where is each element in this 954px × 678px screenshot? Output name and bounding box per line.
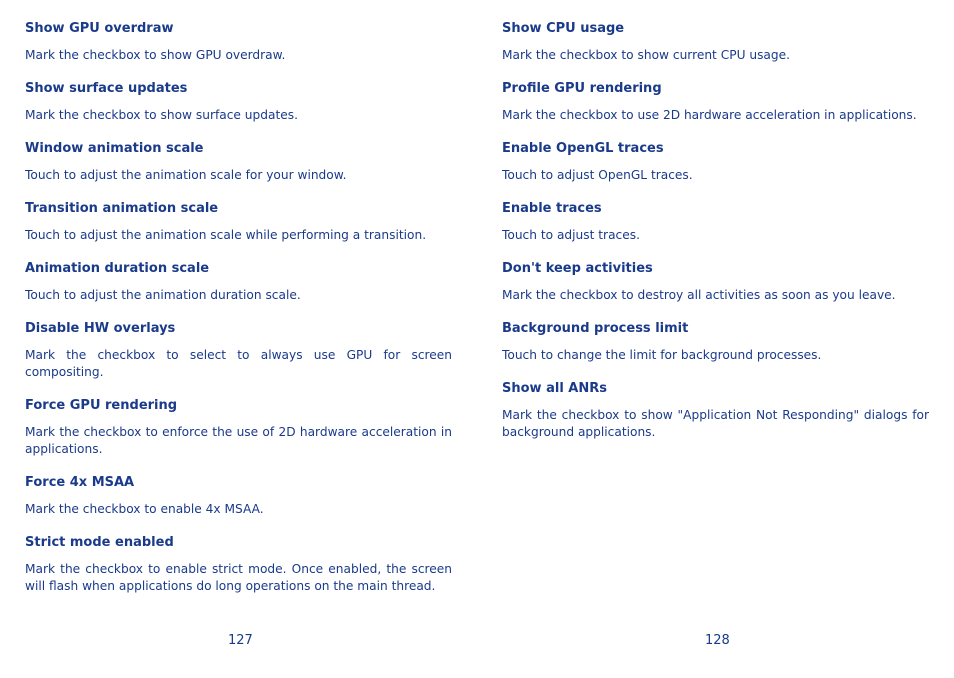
- setting-description: Mark the checkbox to use 2D hardware acceleration in applications.: [502, 108, 917, 122]
- setting-title: Show surface updates: [25, 81, 188, 96]
- setting-description: Touch to change the limit for background processes.: [502, 348, 822, 362]
- setting-entry: [25, 474, 452, 518]
- page-number-left: 127: [228, 633, 253, 648]
- setting-entry: [502, 140, 929, 184]
- setting-description: Touch to adjust traces.: [502, 228, 640, 242]
- setting-entry: [25, 140, 452, 184]
- setting-entry: [502, 380, 929, 441]
- setting-entry: [502, 20, 929, 64]
- setting-description: Mark the checkbox to show "Application Not Responding" dialogs for background applications.: [502, 408, 929, 439]
- right-page-column: [502, 20, 929, 441]
- page-number-right: 128: [705, 633, 730, 648]
- setting-entry: [25, 534, 452, 595]
- setting-entry: [502, 320, 929, 364]
- setting-title: Force 4x MSAA: [25, 475, 135, 490]
- setting-entry: [502, 260, 929, 304]
- setting-title: Show all ANRs: [502, 381, 607, 396]
- setting-title: Force GPU rendering: [25, 398, 178, 413]
- setting-entry: [502, 200, 929, 244]
- setting-entry: [25, 80, 452, 124]
- setting-description: Mark the checkbox to enable strict mode. Once enabled, the screen will flash when applications do long operations on the main thread.: [25, 562, 452, 593]
- setting-entry: [25, 397, 452, 458]
- setting-description: Mark the checkbox to show current CPU usage.: [502, 48, 791, 62]
- setting-title: Disable HW overlays: [25, 321, 176, 336]
- setting-description: Mark the checkbox to enforce the use of 2D hardware acceleration in applications.: [25, 425, 452, 456]
- setting-entry: [25, 20, 452, 64]
- setting-title: Window animation scale: [25, 141, 204, 156]
- setting-entry: [25, 260, 452, 304]
- setting-title: Transition animation scale: [25, 201, 219, 216]
- setting-title: Enable traces: [502, 201, 602, 216]
- setting-title: Profile GPU rendering: [502, 81, 662, 96]
- setting-description: Mark the checkbox to select to always use GPU for screen compositing.: [25, 348, 452, 379]
- setting-title: Show CPU usage: [502, 21, 625, 36]
- setting-description: Touch to adjust the animation scale for your window.: [25, 168, 347, 182]
- setting-description: Mark the checkbox to show surface updates.: [25, 108, 298, 122]
- setting-title: Enable OpenGL traces: [502, 141, 664, 156]
- left-page-column: [25, 20, 452, 595]
- setting-description: Touch to adjust the animation scale while performing a transition.: [25, 228, 427, 242]
- setting-title: Animation duration scale: [25, 261, 210, 276]
- setting-entry: [502, 80, 929, 124]
- setting-title: Show GPU overdraw: [25, 21, 174, 36]
- setting-description: Mark the checkbox to destroy all activities as soon as you leave.: [502, 288, 896, 302]
- setting-description: Touch to adjust the animation duration scale.: [25, 288, 301, 302]
- setting-entry: [25, 320, 452, 381]
- setting-title: Strict mode enabled: [25, 535, 174, 550]
- setting-description: Touch to adjust OpenGL traces.: [502, 168, 693, 182]
- setting-title: Don't keep activities: [502, 261, 653, 276]
- setting-description: Mark the checkbox to enable 4x MSAA.: [25, 502, 264, 516]
- setting-description: Mark the checkbox to show GPU overdraw.: [25, 48, 286, 62]
- setting-title: Background process limit: [502, 321, 689, 336]
- setting-entry: [25, 200, 452, 244]
